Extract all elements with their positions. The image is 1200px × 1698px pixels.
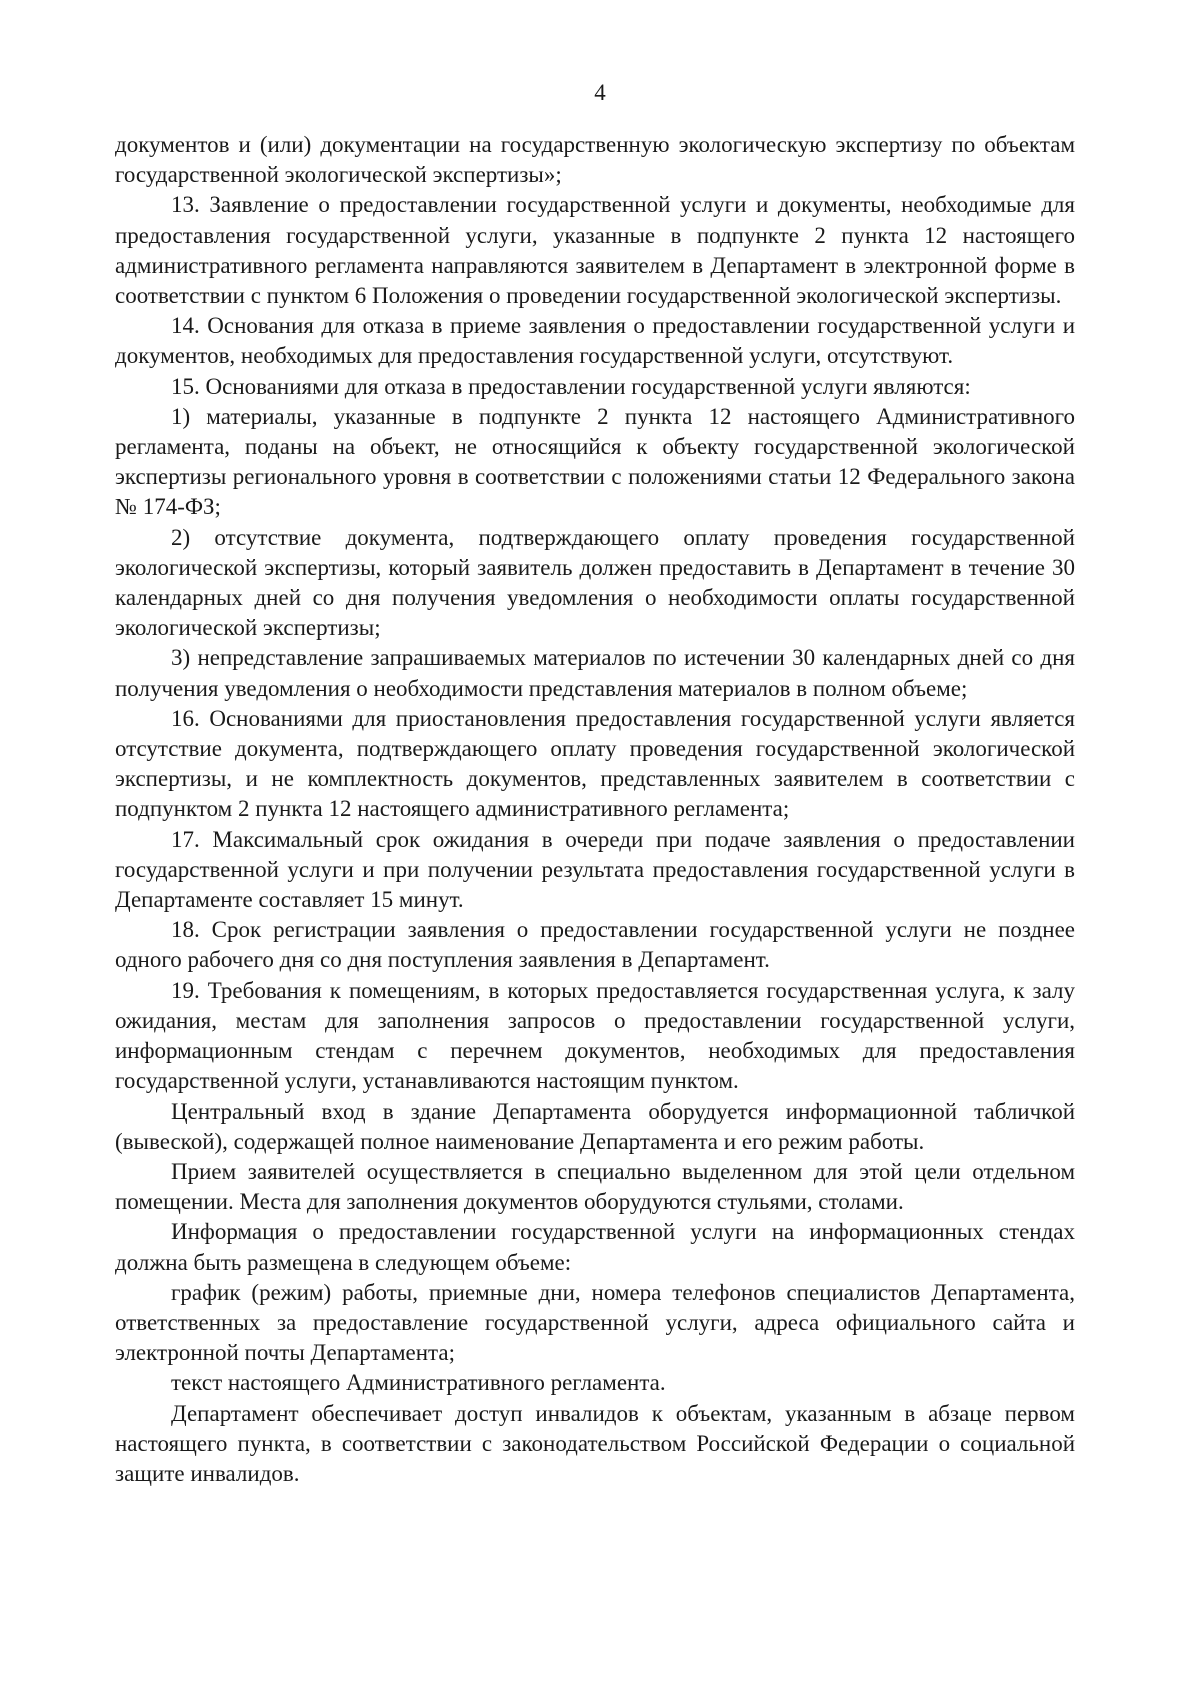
paragraph-item-13: 13. Заявление о предоставлении государственной услуги и документы, необходимые для предоставления государственной услуги, указанные в подпункте 2 пункта 12 настоящего административного регламента направляются заявителем в Департамент в электронной форме в соответствии с пунктом 6 Положения о проведении государственной экологической экспертизы. (115, 192, 1075, 309)
paragraph-regulation-text: текст настоящего Административного регламента. (171, 1370, 666, 1396)
paragraph-item-18: 18. Срок регистрации заявления о предоставлении государственной услуги не позднее одного рабочего дня со дня поступления заявления в Департамент. (115, 917, 1075, 973)
paragraph-item-19: 19. Требования к помещениям, в которых предоставляется государственная услуга, к залу ожидания, местам для заполнения запросов о предоставлении государственной услуги, информационным стендам с перечнем документов, необходимых для предоставления государственной услуги, устанавливаются настоящим пунктом. (115, 977, 1075, 1094)
paragraph-schedule: график (режим) работы, приемные дни, номера телефонов специалистов Департамента, ответственных за предоставление государственной услуги, адреса официального сайта и электронной почты Департамента; (115, 1279, 1075, 1366)
paragraph-subitem-3: 3) непредставление запрашиваемых материалов по истечении 30 календарных дней со дня получения уведомления о необходимости представления материалов в полном объеме; (115, 645, 1075, 701)
paragraph-subitem-1: 1) материалы, указанные в подпункте 2 пункта 12 настоящего Административного регламента, поданы на объект, не относящийся к объекту государственной экологической экспертизы регионального уровня в соответствии с положениями статьи 12 Федерального закона № 174-ФЗ; (115, 403, 1075, 520)
paragraph-reception: Прием заявителей осуществляется в специально выделенном для этой цели отдельном помещении. Места для заполнения документов оборудуются стульями, столами. (115, 1158, 1075, 1215)
paragraph-item-15: 15. Основаниями для отказа в предоставлении государственной услуги являются: (171, 373, 971, 399)
paragraph-continuation: документов и (или) документации на государственную экологическую экспертизу по объектам государственной экологической экспертизы»; (115, 132, 1075, 188)
paragraph-item-17: 17. Максимальный срок ожидания в очереди при подаче заявления о предоставлении государственной услуги и при получении результата предоставления государственной услуги в Департаменте составляет 15 минут. (115, 826, 1075, 913)
paragraph-item-16: 16. Основаниями для приостановления предоставления государственной услуги является отсутствие документа, подтверждающего оплату проведения государственной экологической экспертизы, и не комплектность документов, представленных заявителем в соответствии с подпунктом 2 пункта 12 настоящего административного регламента; (115, 705, 1075, 822)
paragraph-accessibility: Департамент обеспечивает доступ инвалидов к объектам, указанным в абзаце первом настоящего пункта, в соответствии с законодательством Российской Федерации о социальной защите инвалидов. (115, 1400, 1075, 1486)
paragraph-info-stands: Информация о предоставлении государственной услуги на информационных стендах должна быть размещена в следующем объеме: (115, 1219, 1075, 1275)
paragraph-entrance: Центральный вход в здание Департамента оборудуется информационной табличкой (вывеской), содержащей полное наименование Департамента и его режим работы. (115, 1098, 1075, 1154)
page-number: 4 (594, 80, 606, 105)
document-body (115, 130, 1075, 1489)
paragraph-item-14: 14. Основания для отказа в приеме заявления о предоставлении государственной услуги и документов, необходимых для предоставления государственной услуги, отсутствуют. (115, 313, 1075, 369)
paragraph-subitem-2: 2) отсутствие документа, подтверждающего оплату проведения государственной экологической экспертизы, который заявитель должен предоставить в Департамент в течение 30 календарных дней со дня получения уведомления о необходимости оплаты государственной экологической экспертизы; (115, 524, 1075, 641)
